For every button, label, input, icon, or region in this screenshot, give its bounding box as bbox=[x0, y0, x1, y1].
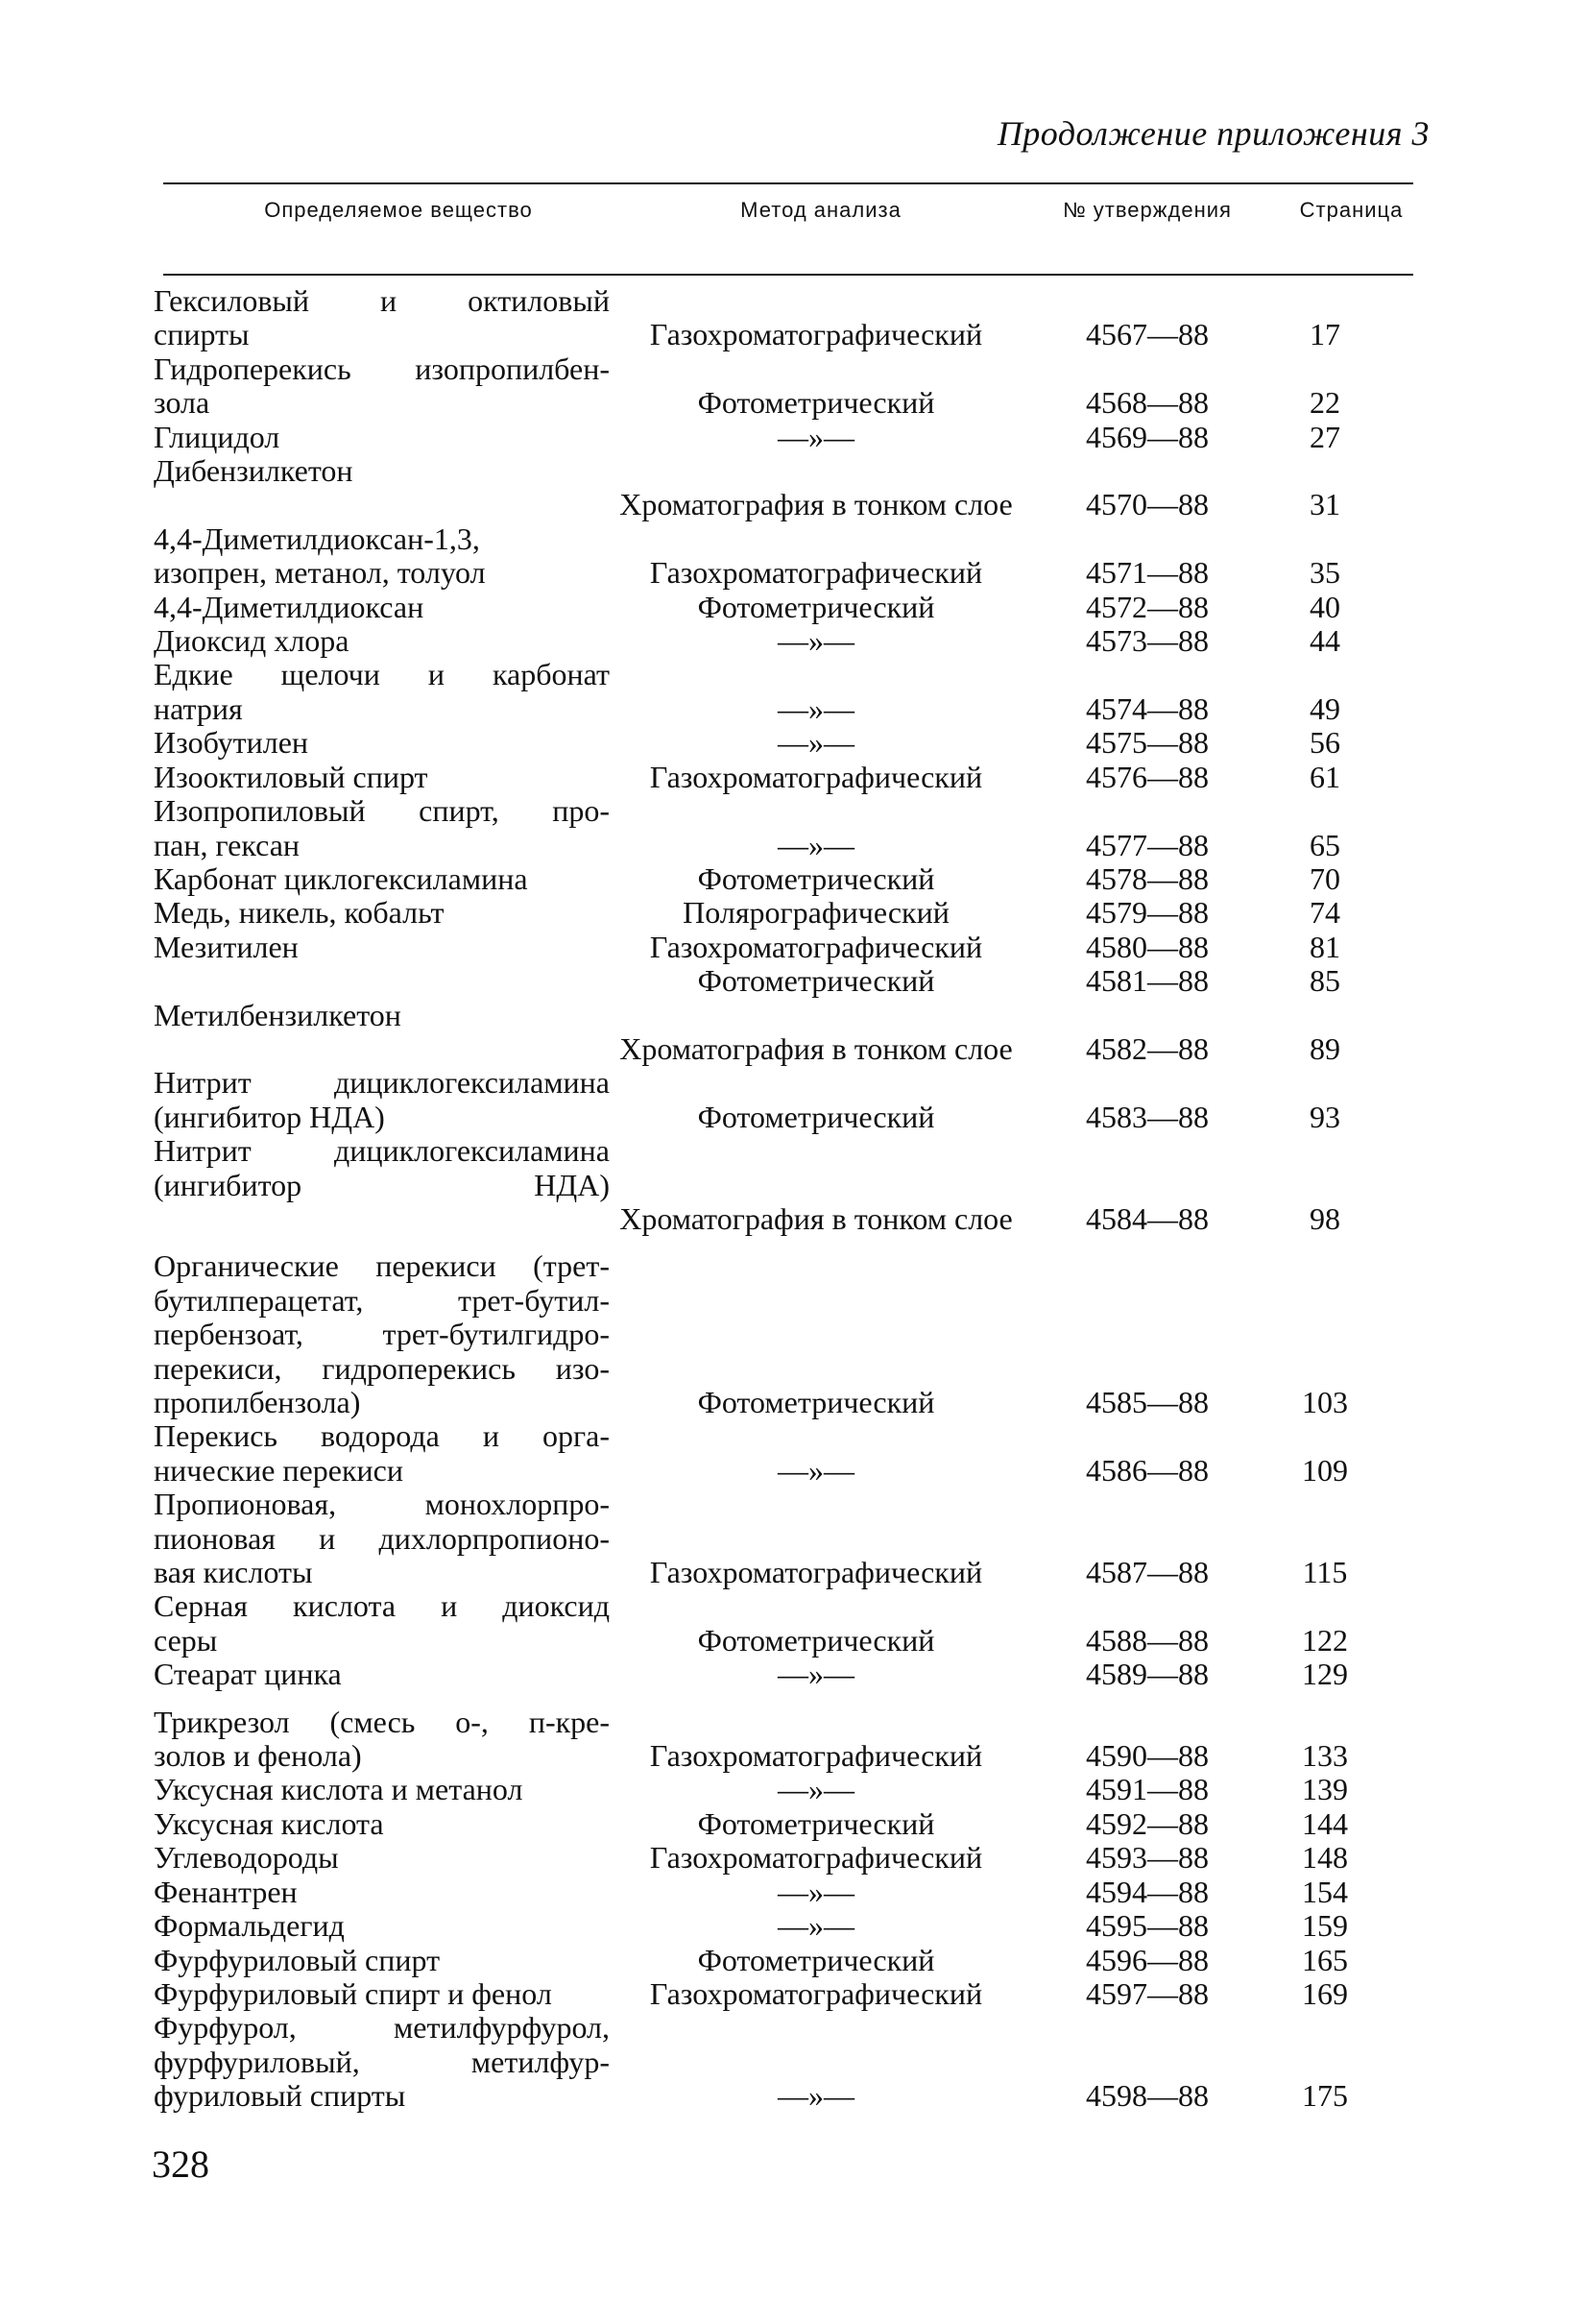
page-cell: 129 bbox=[1302, 1657, 1348, 1692]
method-cell: Фотометрический bbox=[697, 1942, 935, 1977]
page-cell: 35 bbox=[1310, 555, 1340, 591]
page-cell: 175 bbox=[1302, 2078, 1348, 2114]
page-cell: 65 bbox=[1310, 827, 1340, 862]
substance-line: Мезитилен bbox=[154, 929, 299, 964]
approval-number-cell: 4569—88 bbox=[1086, 419, 1209, 454]
page-cell: 144 bbox=[1302, 1805, 1348, 1841]
method-cell: Фотометрический bbox=[697, 1622, 935, 1658]
substance-cell bbox=[154, 591, 610, 624]
substance-cell bbox=[154, 352, 610, 421]
approval-number-cell: 4572—88 bbox=[1086, 589, 1209, 624]
method-cell: Фотометрический bbox=[697, 1099, 935, 1134]
substance-cell bbox=[154, 726, 610, 760]
substance-cell bbox=[154, 1066, 610, 1134]
substance-cell bbox=[154, 794, 610, 862]
approval-number-cell: 4582—88 bbox=[1086, 1030, 1209, 1066]
substance-line: перекиси, гидроперекись изо- bbox=[154, 1350, 610, 1386]
approval-number-cell: 4579—88 bbox=[1086, 895, 1209, 931]
page-cell: 40 bbox=[1310, 589, 1340, 624]
table-row bbox=[154, 794, 1431, 862]
page-cell: 17 bbox=[1310, 317, 1340, 352]
method-cell: —»— bbox=[778, 827, 854, 862]
substance-cell bbox=[154, 1876, 610, 1909]
table-row bbox=[154, 1589, 1431, 1658]
method-cell: —»— bbox=[778, 1657, 854, 1692]
table-row bbox=[154, 1909, 1431, 1943]
page-cell: 159 bbox=[1302, 1908, 1348, 1944]
approval-number-cell: 4593—88 bbox=[1086, 1840, 1209, 1876]
table-top-rule bbox=[163, 182, 1413, 184]
table-row bbox=[154, 1419, 1431, 1488]
page-cell: 169 bbox=[1302, 1975, 1348, 2011]
approval-number-cell: 4585—88 bbox=[1086, 1385, 1209, 1419]
method-cell: —»— bbox=[778, 725, 854, 761]
substance-cell bbox=[154, 2011, 610, 2113]
substance-cell bbox=[154, 1706, 610, 1774]
substance-line: Серная кислота и диоксид bbox=[154, 1588, 610, 1624]
substance-line: Изобутилен bbox=[154, 725, 309, 761]
substance-line: Диоксид хлора bbox=[154, 623, 349, 659]
approval-number-cell: 4570—88 bbox=[1086, 487, 1209, 522]
substance-cell bbox=[154, 1658, 610, 1691]
table-row bbox=[154, 1944, 1431, 1977]
table-row bbox=[154, 522, 1431, 591]
approval-number-cell: 4598—88 bbox=[1086, 2078, 1209, 2114]
approval-number-cell: 4592—88 bbox=[1086, 1805, 1209, 1841]
substance-cell bbox=[154, 1807, 610, 1841]
approval-number-cell: 4574—88 bbox=[1086, 690, 1209, 726]
table-row bbox=[154, 421, 1431, 454]
page-cell: 22 bbox=[1310, 385, 1340, 421]
method-cell: Хроматография в тонком слое bbox=[619, 487, 1013, 522]
page-cell: 165 bbox=[1302, 1942, 1348, 1977]
substance-line: Стеарат цинка bbox=[154, 1657, 342, 1692]
substance-line bbox=[154, 1202, 610, 1236]
substance-line: Медь, никель, кобальт bbox=[154, 895, 445, 931]
substance-cell bbox=[154, 1773, 610, 1806]
approval-number-cell: 4597—88 bbox=[1086, 1975, 1209, 2011]
table-header-rule bbox=[163, 274, 1413, 276]
substance-cell bbox=[154, 624, 610, 658]
table-row bbox=[154, 624, 1431, 658]
substance-line: Фурфуриловый спирт и фенол bbox=[154, 1975, 552, 2011]
substance-line: Углеводороды bbox=[154, 1840, 339, 1876]
substance-cell bbox=[154, 964, 610, 998]
approval-number-cell: 4571—88 bbox=[1086, 555, 1209, 591]
method-cell: —»— bbox=[778, 623, 854, 659]
approval-number-cell: 4580—88 bbox=[1086, 929, 1209, 964]
table-row bbox=[154, 1876, 1431, 1909]
header-substance: Определяемое вещество bbox=[264, 198, 533, 222]
page-cell: 74 bbox=[1310, 895, 1340, 931]
method-cell: Газохроматографический bbox=[649, 317, 983, 352]
substance-line: Гидроперекись изопропилбен- bbox=[154, 351, 610, 386]
table-row bbox=[154, 1488, 1431, 1589]
approval-number-cell: 4588—88 bbox=[1086, 1622, 1209, 1658]
substance-line: Изооктиловый спирт bbox=[154, 759, 428, 794]
page-cell: 133 bbox=[1302, 1738, 1348, 1774]
page-cell: 154 bbox=[1302, 1874, 1348, 1909]
substance-line: (ингибитор НДА) bbox=[154, 1167, 610, 1202]
method-cell: —»— bbox=[778, 1452, 854, 1488]
substance-cell bbox=[154, 284, 610, 352]
table-row bbox=[154, 591, 1431, 624]
method-cell: Газохроматографический bbox=[649, 1840, 983, 1876]
table-row bbox=[154, 761, 1431, 794]
approval-number-cell: 4596—88 bbox=[1086, 1942, 1209, 1977]
page-cell: 93 bbox=[1310, 1099, 1340, 1134]
page-cell: 49 bbox=[1310, 690, 1340, 726]
method-cell: —»— bbox=[778, 1874, 854, 1909]
table-row bbox=[154, 1249, 1431, 1419]
table-row bbox=[154, 352, 1431, 421]
table-row bbox=[154, 284, 1431, 352]
table-row bbox=[154, 964, 1431, 998]
approval-number-cell: 4591—88 bbox=[1086, 1772, 1209, 1807]
substance-line: изопрен, метанол, толуол bbox=[154, 555, 486, 591]
substance-cell bbox=[154, 931, 610, 964]
method-cell: Фотометрический bbox=[697, 963, 935, 999]
approval-number-cell: 4577—88 bbox=[1086, 827, 1209, 862]
page-cell: 89 bbox=[1310, 1030, 1340, 1066]
substance-cell bbox=[154, 1488, 610, 1589]
running-head: Продолжение приложения 3 bbox=[997, 114, 1430, 153]
substance-line: 4,4-Диметилдиоксан-1,3, bbox=[154, 520, 480, 556]
approval-number-cell: 4586—88 bbox=[1086, 1452, 1209, 1488]
approval-number-cell: 4583—88 bbox=[1086, 1099, 1209, 1134]
method-cell: Фотометрический bbox=[697, 1805, 935, 1841]
substance-line: Перекись водорода и орга- bbox=[154, 1418, 610, 1454]
substance-line: бутилперацетат, трет-бутил- bbox=[154, 1282, 610, 1318]
substance-line: спирты bbox=[154, 317, 250, 352]
header-method: Метод анализа bbox=[740, 198, 902, 222]
approval-number-cell: 4581—88 bbox=[1086, 963, 1209, 999]
table-row bbox=[154, 1841, 1431, 1875]
approval-number-cell: 4594—88 bbox=[1086, 1874, 1209, 1909]
substance-line bbox=[154, 488, 610, 521]
page-cell: 115 bbox=[1302, 1555, 1348, 1590]
method-cell: —»— bbox=[778, 2078, 854, 2114]
substance-cell bbox=[154, 999, 610, 1067]
substance-line: нические перекиси bbox=[154, 1452, 403, 1488]
method-cell: —»— bbox=[778, 1772, 854, 1807]
approval-number-cell: 4573—88 bbox=[1086, 623, 1209, 659]
approval-number-cell: 4575—88 bbox=[1086, 725, 1209, 761]
method-cell: Газохроматографический bbox=[649, 759, 983, 794]
approval-number-cell: 4590—88 bbox=[1086, 1738, 1209, 1774]
substance-cell bbox=[154, 1134, 610, 1236]
approval-number-cell: 4589—88 bbox=[1086, 1657, 1209, 1692]
page-cell: 148 bbox=[1302, 1840, 1348, 1876]
table-row bbox=[154, 862, 1431, 896]
substance-line: фурфуриловый, метилфур- bbox=[154, 2044, 610, 2079]
substance-line: вая кислоты bbox=[154, 1555, 313, 1590]
substance-cell bbox=[154, 421, 610, 454]
page-cell: 98 bbox=[1310, 1200, 1340, 1236]
method-cell: Фотометрический bbox=[697, 860, 935, 896]
approval-number-cell: 4567—88 bbox=[1086, 317, 1209, 352]
table-row bbox=[154, 2011, 1431, 2113]
substance-cell bbox=[154, 1419, 610, 1488]
substance-line: Дибензилкетон bbox=[154, 453, 353, 489]
header-page: Страница bbox=[1299, 198, 1404, 222]
page-cell: 44 bbox=[1310, 623, 1340, 659]
table-row bbox=[154, 1773, 1431, 1806]
substance-line: Пропионовая, монохлорпро- bbox=[154, 1487, 610, 1522]
method-cell: —»— bbox=[778, 419, 854, 454]
method-cell: Фотометрический bbox=[697, 589, 935, 624]
substance-line: Гексиловый и октиловый bbox=[154, 283, 610, 318]
substance-cell bbox=[154, 1249, 610, 1419]
substance-line: зола bbox=[154, 385, 210, 421]
method-cell: Газохроматографический bbox=[649, 1975, 983, 2011]
method-cell: —»— bbox=[778, 690, 854, 726]
page-cell: 70 bbox=[1310, 860, 1340, 896]
substance-line: фуриловый спирты bbox=[154, 2078, 406, 2114]
table-row bbox=[154, 726, 1431, 760]
substance-cell bbox=[154, 1909, 610, 1943]
table-row bbox=[154, 1706, 1431, 1774]
substance-line: Карбонат циклогексиламина bbox=[154, 860, 528, 896]
approval-number-cell: 4568—88 bbox=[1086, 385, 1209, 421]
table-row bbox=[154, 1066, 1431, 1134]
substance-line: пропилбензола) bbox=[154, 1385, 361, 1419]
table-row bbox=[154, 454, 1431, 522]
substance-line bbox=[154, 964, 610, 998]
substance-cell bbox=[154, 1944, 610, 1977]
method-cell: Газохроматографический bbox=[649, 1555, 983, 1590]
substance-line: серы bbox=[154, 1622, 218, 1658]
method-cell: Газохроматографический bbox=[649, 555, 983, 591]
substance-cell bbox=[154, 1977, 610, 2011]
table-row bbox=[154, 931, 1431, 964]
substance-line: (ингибитор НДА) bbox=[154, 1099, 385, 1134]
approval-number-cell: 4578—88 bbox=[1086, 860, 1209, 896]
method-cell: Газохроматографический bbox=[649, 929, 983, 964]
page-cell: 56 bbox=[1310, 725, 1340, 761]
approval-number-cell: 4587—88 bbox=[1086, 1555, 1209, 1590]
substance-line: 4,4-Диметилдиоксан bbox=[154, 589, 424, 624]
substance-line: пербензоат, трет-бутилгидро- bbox=[154, 1317, 610, 1352]
substance-line: Фенантрен bbox=[154, 1874, 298, 1909]
method-cell: Фотометрический bbox=[697, 1385, 935, 1419]
page-cell: 61 bbox=[1310, 759, 1340, 794]
substance-line: Фурфуриловый спирт bbox=[154, 1942, 441, 1977]
substance-cell bbox=[154, 896, 610, 930]
table-row bbox=[154, 658, 1431, 726]
substance-line: пионовая и дихлорпропионо- bbox=[154, 1520, 610, 1556]
substance-line: Органические перекиси (трет- bbox=[154, 1248, 610, 1284]
substance-cell bbox=[154, 522, 610, 591]
substance-line: Фурфурол, метилфурфурол, bbox=[154, 2010, 610, 2046]
substance-line: Нитрит дициклогексиламина bbox=[154, 1065, 610, 1101]
page-cell: 103 bbox=[1302, 1385, 1348, 1419]
page-number: 328 bbox=[152, 2142, 209, 2186]
approval-number-cell: 4584—88 bbox=[1086, 1200, 1209, 1236]
method-cell: Полярографический bbox=[683, 895, 950, 931]
page-cell: 109 bbox=[1302, 1452, 1348, 1488]
substance-cell bbox=[154, 862, 610, 896]
substance-cell bbox=[154, 1841, 610, 1875]
substance-line: золов и фенола) bbox=[154, 1738, 362, 1774]
substance-line: пан, гексан bbox=[154, 827, 301, 862]
substance-line: Изопропиловый спирт, про- bbox=[154, 793, 610, 829]
substance-line: Трикрезол (смесь о-, п-кре- bbox=[154, 1704, 610, 1739]
table-row bbox=[154, 896, 1431, 930]
substance-line: Формальдегид bbox=[154, 1908, 345, 1944]
substance-cell bbox=[154, 454, 610, 522]
substance-line: Едкие щелочи и карбонат bbox=[154, 657, 610, 692]
substance-line: Метилбензилкетон bbox=[154, 997, 401, 1032]
substance-line: Нитрит дициклогексиламина bbox=[154, 1133, 610, 1169]
page-cell: 122 bbox=[1302, 1622, 1348, 1658]
header-approval-number: № утверждения bbox=[1063, 198, 1232, 222]
table-body bbox=[154, 284, 1431, 2114]
substance-line: Глицидол bbox=[154, 419, 280, 454]
substance-line: Уксусная кислота и метанол bbox=[154, 1772, 523, 1807]
method-cell: Фотометрический bbox=[697, 385, 935, 421]
substance-cell bbox=[154, 761, 610, 794]
method-cell: Хроматография в тонком слое bbox=[619, 1030, 1013, 1066]
page-cell: 81 bbox=[1310, 929, 1340, 964]
table-row bbox=[154, 1134, 1431, 1236]
page-cell: 139 bbox=[1302, 1772, 1348, 1807]
page-cell: 27 bbox=[1310, 419, 1340, 454]
page-cell: 31 bbox=[1310, 487, 1340, 522]
method-cell: —»— bbox=[778, 1908, 854, 1944]
approval-number-cell: 4595—88 bbox=[1086, 1908, 1209, 1944]
method-cell: Хроматография в тонком слое bbox=[619, 1200, 1013, 1236]
substance-cell bbox=[154, 658, 610, 726]
substance-line: Уксусная кислота bbox=[154, 1805, 384, 1841]
table-row bbox=[154, 1658, 1431, 1691]
approval-number-cell: 4576—88 bbox=[1086, 759, 1209, 794]
table-row bbox=[154, 1807, 1431, 1841]
substance-line: натрия bbox=[154, 690, 243, 726]
substance-cell bbox=[154, 1589, 610, 1658]
table-row bbox=[154, 999, 1431, 1067]
substance-line bbox=[154, 1032, 610, 1066]
method-cell: Газохроматографический bbox=[649, 1738, 983, 1774]
table-row bbox=[154, 1977, 1431, 2011]
page-cell: 85 bbox=[1310, 963, 1340, 999]
